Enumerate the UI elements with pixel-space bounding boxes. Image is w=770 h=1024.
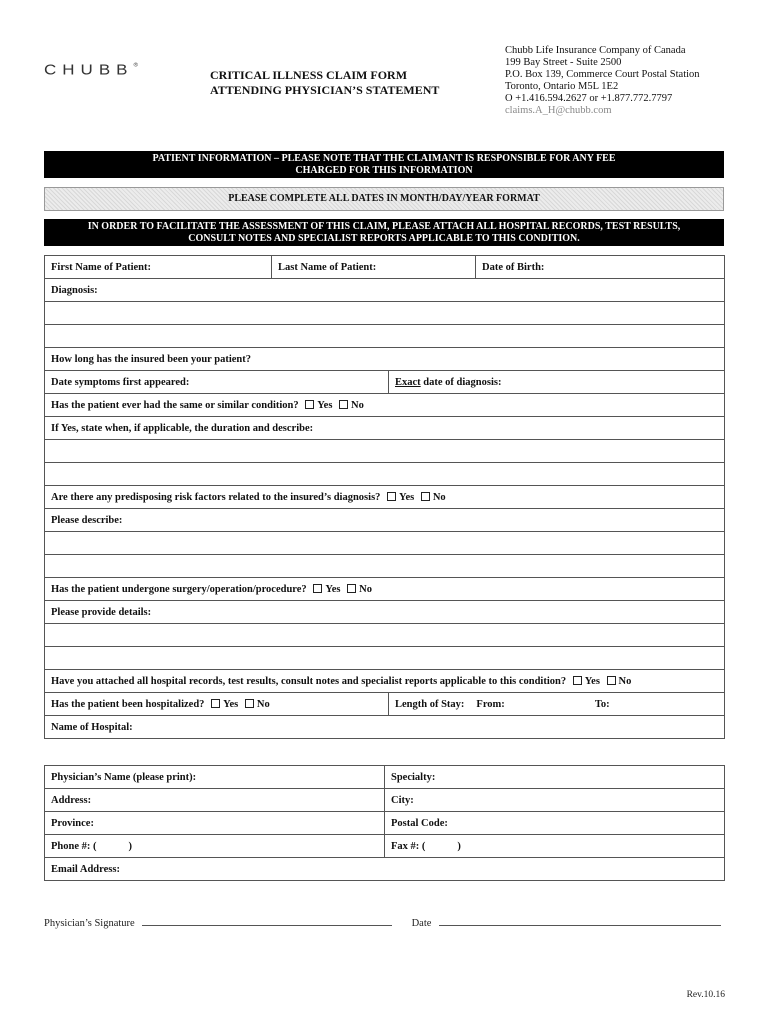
if-yes-field[interactable] — [45, 417, 725, 440]
question-label: Has the patient undergone surgery/operation/procedure? — [51, 583, 307, 595]
risk-no-checkbox[interactable] — [421, 492, 430, 501]
address-line: Toronto, Ontario M5L 1E2 — [505, 81, 619, 92]
details-field[interactable] — [45, 601, 725, 624]
option-label: Yes — [317, 399, 333, 411]
option-label: No — [359, 583, 372, 595]
describe-line-2[interactable] — [45, 532, 725, 555]
hospital-name-field[interactable] — [45, 716, 725, 739]
address-line: 199 Bay Street - Suite 2500 — [505, 57, 622, 68]
form-title — [210, 68, 439, 98]
details-line-2[interactable] — [45, 624, 725, 647]
fax-field[interactable] — [385, 835, 725, 858]
field-label: Please provide details: — [51, 606, 152, 618]
field-label: First Name of Patient: — [51, 261, 152, 273]
option-label: No — [351, 399, 364, 411]
specialty-field[interactable] — [385, 766, 725, 789]
risk-factors-row — [45, 486, 725, 509]
exact-diagnosis-date-field[interactable] — [389, 371, 725, 394]
physician-info-table — [44, 765, 725, 881]
symptoms-date-field[interactable] — [45, 371, 389, 394]
field-label: ) — [457, 840, 461, 852]
province-field[interactable] — [45, 812, 385, 835]
field-label: Please describe: — [51, 514, 123, 526]
address-line: P.O. Box 139, Commerce Court Postal Station — [505, 69, 700, 80]
address-line: Chubb Life Insurance Company of Canada — [505, 45, 686, 56]
attach-records-banner — [44, 219, 724, 246]
field-label: ) — [128, 840, 132, 852]
patient-info-banner — [44, 151, 724, 178]
field-label: Specialty: — [391, 771, 436, 783]
physician-name-field[interactable] — [45, 766, 385, 789]
field-label: Diagnosis: — [51, 284, 98, 296]
diagnosis-line-3[interactable] — [45, 325, 725, 348]
date-label: Date — [411, 918, 432, 929]
email-field[interactable] — [45, 858, 725, 881]
option-label: Yes — [584, 675, 600, 687]
surgery-no-checkbox[interactable] — [347, 584, 356, 593]
surgery-yes-checkbox[interactable] — [313, 584, 322, 593]
attached-records-row — [45, 670, 725, 693]
diagnosis-line-2[interactable] — [45, 302, 725, 325]
field-label: Name of Hospital: — [51, 721, 133, 733]
option-label: Yes — [325, 583, 341, 595]
banner-text: IN ORDER TO FACILITATE THE ASSESSMENT OF THIS CLAIM, PLEASE ATTACH ALL HOSPITAL RECORDS, TEST RESULTS, — [87, 221, 681, 232]
similar-condition-row — [45, 394, 725, 417]
last-name-field[interactable] — [272, 256, 476, 279]
similar-yes-checkbox[interactable] — [305, 400, 314, 409]
first-name-field[interactable] — [45, 256, 272, 279]
describe-field[interactable] — [45, 509, 725, 532]
length-of-stay-field[interactable] — [389, 693, 725, 716]
company-email: claims.A_H@chubb.com — [505, 105, 612, 116]
field-label: City: — [391, 794, 414, 806]
physician-address-field[interactable] — [45, 789, 385, 812]
company-address — [505, 45, 700, 117]
field-label: Phone #: ( — [51, 840, 97, 852]
option-label: Yes — [399, 491, 415, 503]
field-label-emphasis: Exact — [395, 376, 421, 388]
field-label: Postal Code: — [391, 817, 448, 829]
patient-duration-field[interactable] — [45, 348, 725, 371]
question-label: Are there any predisposing risk factors related to the insured’s diagnosis? — [51, 491, 381, 503]
to-label: To: — [594, 698, 610, 710]
form-title-line1: CRITICAL ILLNESS CLAIM FORM — [210, 68, 408, 82]
postal-code-field[interactable] — [385, 812, 725, 835]
diagnosis-field[interactable] — [45, 279, 725, 302]
option-label: Yes — [223, 698, 239, 710]
field-label: How long has the insured been your patient? — [51, 353, 252, 365]
from-label: From: — [476, 698, 505, 710]
field-label: Email Address: — [51, 863, 120, 875]
similar-no-checkbox[interactable] — [339, 400, 348, 409]
chubb-logo: CHUBB® — [44, 61, 138, 78]
option-label: No — [618, 675, 632, 687]
signature-row — [44, 915, 724, 929]
question-label: Has the patient ever had the same or similar condition? — [51, 399, 299, 411]
details-line-3[interactable] — [45, 647, 725, 670]
field-label: Date symptoms first appeared: — [51, 376, 190, 388]
field-label: Last Name of Patient: — [278, 261, 377, 273]
hospitalized-yes-checkbox[interactable] — [211, 699, 220, 708]
field-label: Length of Stay: — [395, 698, 465, 710]
describe-line-3[interactable] — [45, 555, 725, 578]
city-field[interactable] — [385, 789, 725, 812]
signature-line[interactable] — [142, 915, 392, 926]
field-label: Address: — [51, 794, 92, 806]
field-label: Fax #: ( — [391, 840, 426, 852]
field-label: If Yes, state when, if applicable, the duration and describe: — [51, 422, 314, 434]
signature-label: Physician’s Signature — [44, 918, 135, 929]
address-line: O +1.416.594.2627 or +1.877.772.7797 — [505, 93, 673, 104]
hospitalized-no-checkbox[interactable] — [245, 699, 254, 708]
attached-yes-checkbox[interactable] — [573, 676, 582, 685]
option-label: No — [432, 491, 446, 503]
surgery-row — [45, 578, 725, 601]
patient-info-table — [44, 255, 725, 739]
revision-label: Rev.10.16 — [686, 990, 725, 1000]
banner-text: CONSULT NOTES AND SPECIALIST REPORTS APPLICABLE TO THIS CONDITION. — [188, 233, 580, 244]
date-line[interactable] — [439, 915, 721, 926]
question-label: Have you attached all hospital records, test results, consult notes and specialist reports applicable to this condition? — [51, 675, 567, 687]
phone-field[interactable] — [45, 835, 385, 858]
banner-text: PATIENT INFORMATION – PLEASE NOTE THAT THE CLAIMANT IS RESPONSIBLE FOR ANY FEE — [152, 153, 616, 164]
option-label: No — [256, 698, 270, 710]
field-label: date of diagnosis: — [420, 376, 502, 388]
dob-field[interactable] — [476, 256, 725, 279]
banner-text: CHARGED FOR THIS INFORMATION — [295, 165, 473, 176]
dates-format-banner: PLEASE COMPLETE ALL DATES IN MONTH/DAY/YEAR FORMAT — [44, 187, 724, 211]
risk-yes-checkbox[interactable] — [387, 492, 396, 501]
if-yes-line-2[interactable] — [45, 440, 725, 463]
question-label: Has the patient been hospitalized? — [51, 698, 205, 710]
field-label: Province: — [51, 817, 94, 829]
if-yes-line-3[interactable] — [45, 463, 725, 486]
form-title-line2: ATTENDING PHYSICIAN’S STATEMENT — [210, 83, 440, 97]
field-label: Physician’s Name (please print): — [51, 771, 197, 783]
attached-no-checkbox[interactable] — [607, 676, 616, 685]
field-label: Date of Birth: — [482, 261, 545, 273]
hospitalized-row — [45, 693, 389, 716]
